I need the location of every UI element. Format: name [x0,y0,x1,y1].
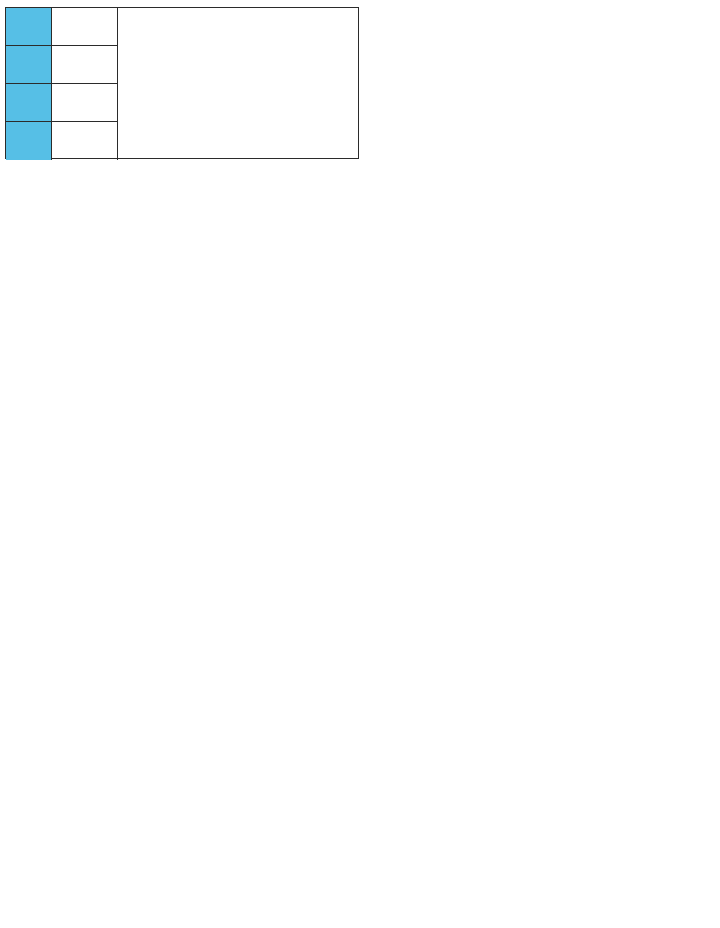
spec-label-thickness [6,84,52,122]
spec-value-name [52,46,118,84]
spec-row-weight [6,122,118,160]
spec-label-model [6,8,52,46]
spec-row-name [6,46,118,84]
spec-label-name [6,46,52,84]
spec-value-weight [52,122,118,160]
spec-value-thickness [52,84,118,122]
profile-card [5,7,359,159]
spec-label-weight [6,122,52,160]
spec-value-model [52,8,118,46]
spec-row-model [6,8,118,46]
spec-row-thickness [6,84,118,122]
